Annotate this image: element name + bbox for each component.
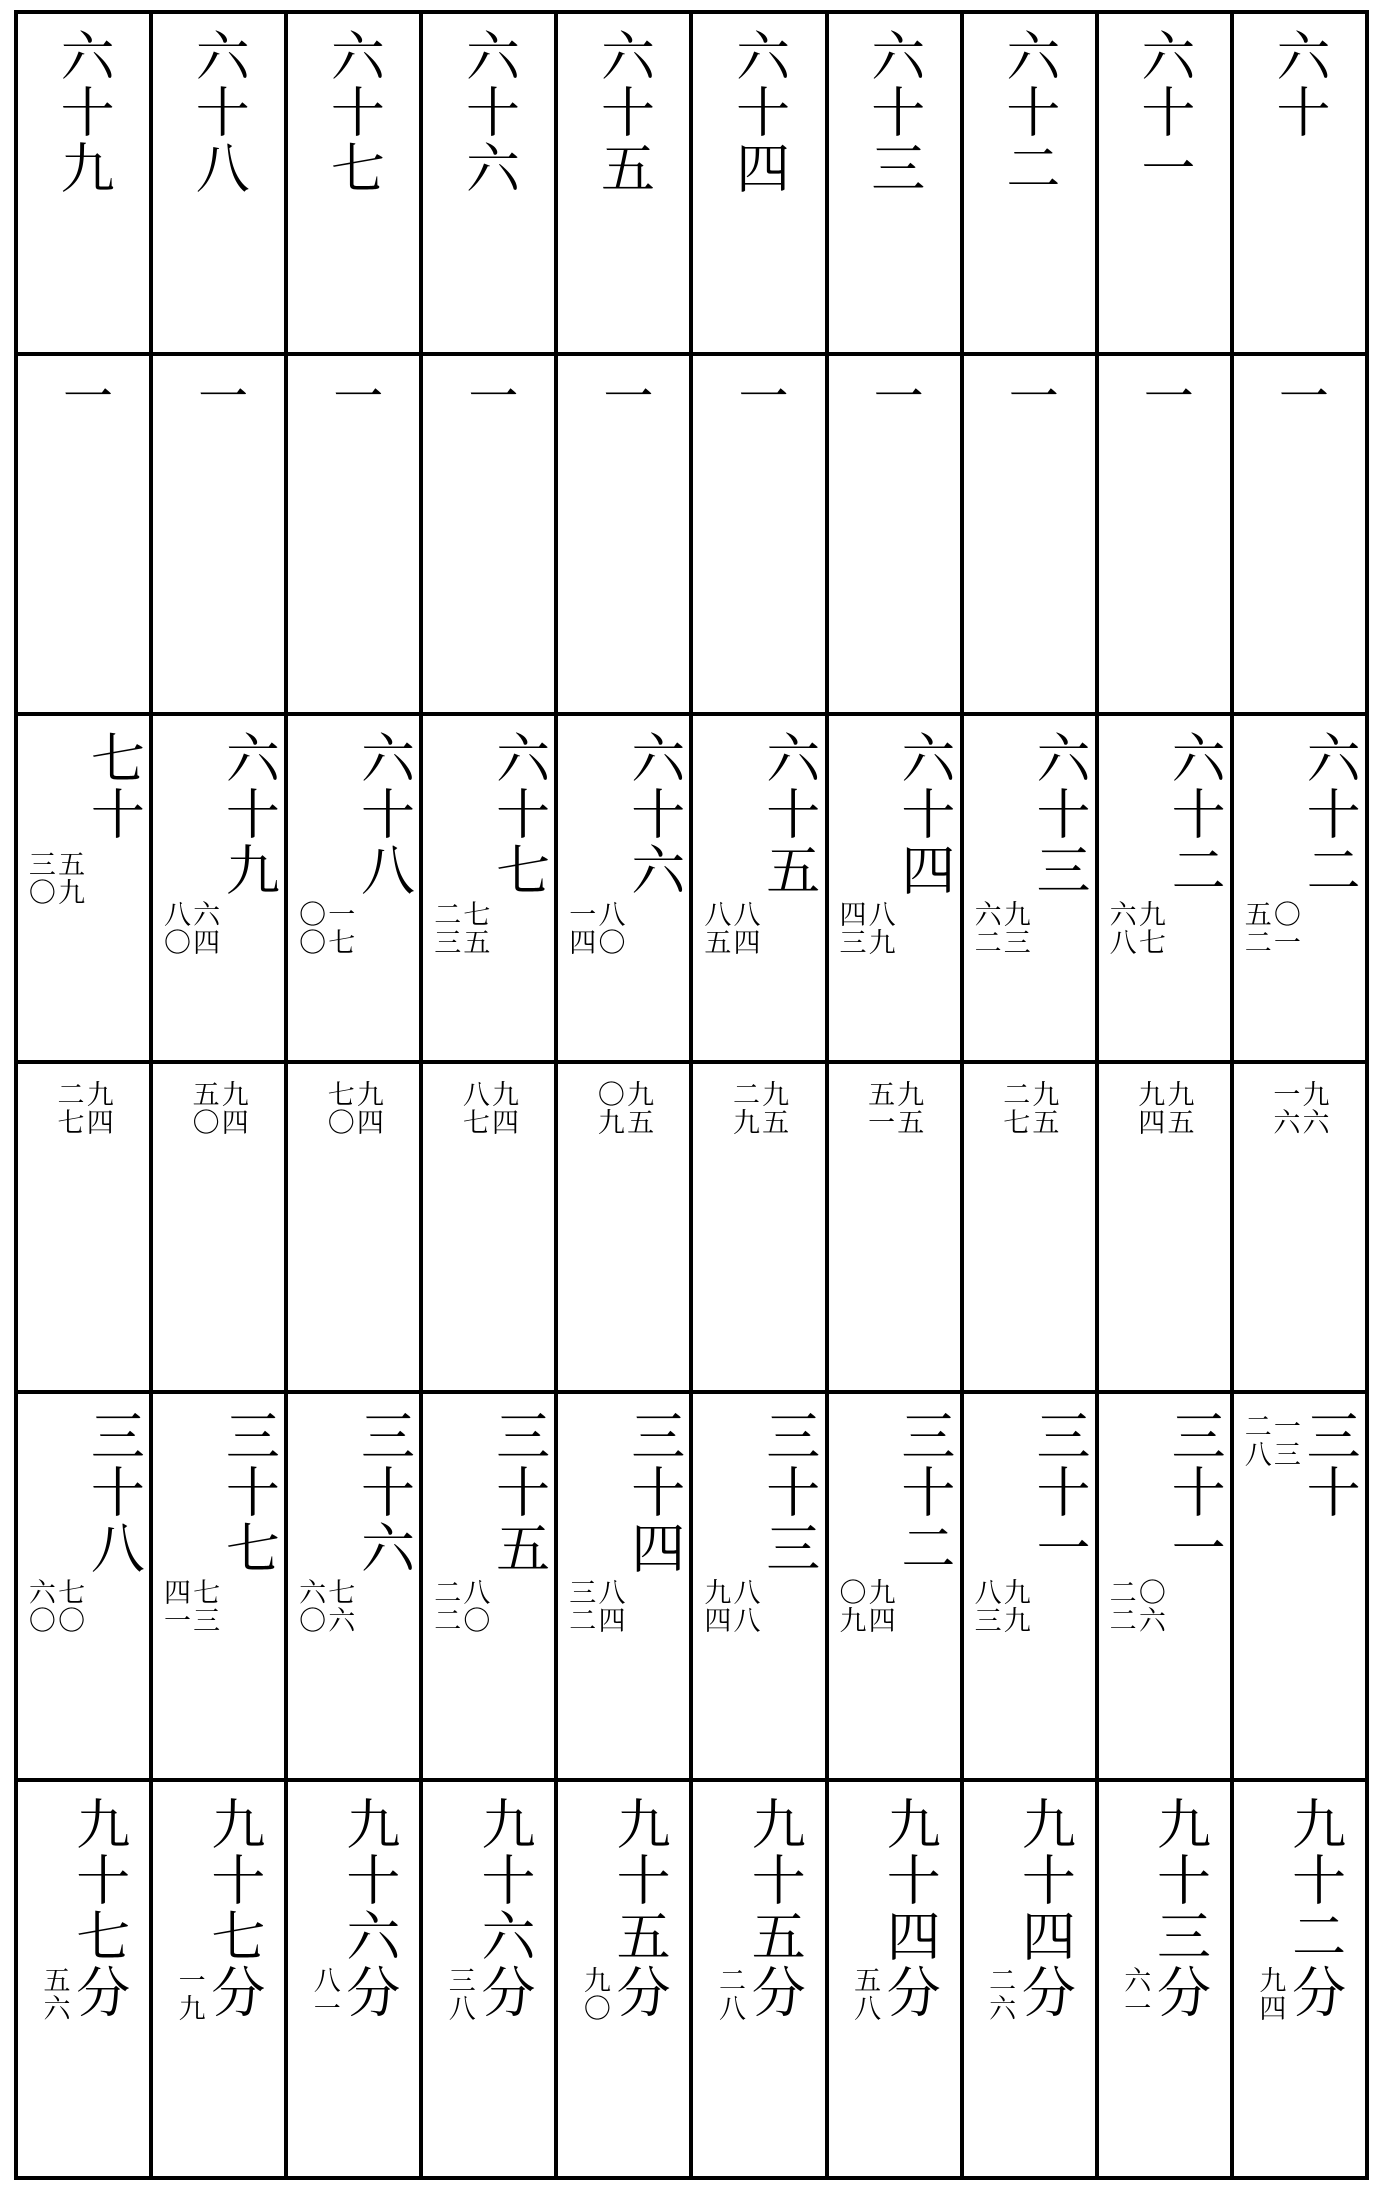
cell-note: 五八	[849, 1966, 881, 2022]
table-cell	[1234, 1064, 1365, 1390]
cell-note: 七〇	[53, 1578, 85, 1634]
cell-main-text: 六十七	[487, 730, 551, 898]
table-cell	[693, 1064, 828, 1390]
cell-note-group	[1269, 1080, 1327, 1136]
cell-note: 三八	[443, 1966, 475, 2022]
table-row	[18, 1064, 1365, 1394]
table-cell	[153, 1394, 288, 1778]
cell-note-group	[39, 1796, 68, 2022]
cell-note-group	[430, 1408, 488, 1634]
cell-note-group	[729, 1080, 787, 1136]
table-cell	[964, 1394, 1099, 1778]
cell-note: 九三	[998, 900, 1030, 956]
cell-note-group	[25, 730, 83, 906]
cell-note: 二三	[429, 900, 461, 956]
table-row	[18, 1782, 1365, 2176]
cell-note: 九五	[1162, 1080, 1194, 1136]
cell-note-group	[970, 730, 1028, 956]
cell-main-text: 一	[55, 370, 114, 422]
cell-note: 九六	[1297, 1080, 1329, 1136]
cell-note: 九四	[699, 1578, 731, 1634]
cell-note-group	[864, 1080, 922, 1136]
cell-main-text: 九十四分	[1013, 1796, 1077, 2020]
cell-note: 二七	[52, 1080, 84, 1136]
cell-main-text: 一	[865, 370, 924, 422]
cell-main-text: 三十一	[1163, 1408, 1227, 1576]
cell-main-text: 六十三	[862, 28, 926, 196]
cell-main-text: 六十六	[622, 730, 686, 898]
table-cell	[693, 716, 828, 1060]
table-cell	[693, 14, 828, 352]
cell-main-text: 六十一	[1132, 28, 1196, 196]
cell-note-group	[295, 730, 353, 956]
cell-note: 九七	[1133, 900, 1165, 956]
table-cell	[558, 1064, 693, 1390]
cell-main-text: 六十五	[757, 730, 821, 898]
cell-main-text: 六十四	[727, 28, 791, 196]
cell-note: 七三	[188, 1578, 220, 1634]
table-cell	[829, 1394, 964, 1778]
cell-note-group	[715, 1796, 744, 2022]
cell-note: 〇〇	[294, 900, 326, 956]
table-cell	[964, 716, 1099, 1060]
table-cell	[964, 1064, 1099, 1390]
cell-note: 九〇	[578, 1966, 610, 2022]
cell-note-group	[594, 1080, 652, 1136]
table-cell	[288, 1782, 423, 2176]
cell-note: 九四	[1254, 1966, 1286, 2022]
cell-main-text: 一	[460, 370, 519, 422]
cell-main-text: 三十一	[1027, 1408, 1091, 1576]
cell-note: 二六	[984, 1966, 1016, 2022]
cell-note-group	[1120, 1796, 1149, 2022]
cell-note: 九四	[486, 1080, 518, 1136]
cell-note-group	[700, 730, 758, 956]
cell-note: 九五	[757, 1080, 789, 1136]
cell-note: 一九	[173, 1966, 205, 2022]
table-cell	[829, 1064, 964, 1390]
cell-note: 一六	[1268, 1080, 1300, 1136]
cell-main-text: 九十六分	[473, 1796, 537, 2020]
table-row	[18, 356, 1365, 716]
cell-note: 九五	[622, 1080, 654, 1136]
table-cell	[1099, 356, 1234, 712]
cell-main-text: 九十七分	[67, 1796, 131, 2020]
cell-note: 七〇	[322, 1080, 354, 1136]
cell-note-group	[174, 1796, 203, 2022]
table-cell	[423, 1394, 558, 1778]
cell-note: 〇六	[1133, 1578, 1165, 1634]
cell-note-group	[985, 1796, 1014, 2022]
cell-main-text: 九十六分	[337, 1796, 401, 2020]
table-cell	[558, 716, 693, 1060]
cell-main-text: 六十五	[592, 28, 656, 196]
table-cell	[153, 14, 288, 352]
cell-note-group	[1106, 730, 1164, 956]
cell-note: 四三	[834, 900, 866, 956]
table-cell	[423, 716, 558, 1060]
numeral-table	[14, 10, 1369, 2180]
table-cell	[18, 716, 153, 1060]
table-cell	[964, 14, 1099, 352]
cell-note: 三〇	[23, 850, 55, 906]
cell-main-text: 六十七	[322, 28, 386, 196]
cell-main-text: 一	[1135, 370, 1194, 422]
cell-note: 八五	[699, 900, 731, 956]
cell-note: 六八	[1104, 900, 1136, 956]
table-cell	[829, 356, 964, 712]
cell-note-group	[459, 1080, 517, 1136]
table-cell	[423, 14, 558, 352]
table-cell	[288, 716, 423, 1060]
cell-main-text: 三十五	[487, 1408, 551, 1576]
cell-note: 二七	[998, 1080, 1030, 1136]
table-cell	[423, 1782, 558, 2176]
cell-note: 二八	[1239, 1412, 1271, 1468]
cell-note: 六四	[188, 900, 220, 956]
cell-note-group	[835, 730, 893, 956]
cell-main-text: 六十三	[1027, 730, 1091, 898]
table-cell	[18, 14, 153, 352]
cell-note: 八九	[863, 900, 895, 956]
cell-main-text: 七十	[82, 730, 146, 842]
cell-note-group	[25, 1408, 83, 1634]
cell-main-text: 三十七	[217, 1408, 281, 1576]
cell-note-group	[445, 1796, 474, 2022]
table-cell	[558, 1394, 693, 1778]
cell-note-group	[53, 1080, 111, 1136]
cell-note-group	[1241, 730, 1299, 956]
cell-note: 〇一	[1268, 900, 1300, 956]
table-cell	[829, 1782, 964, 2176]
cell-main-text: 六十八	[352, 730, 416, 898]
cell-main-text: 九十四分	[878, 1796, 942, 2020]
cell-note: 三二	[564, 1578, 596, 1634]
cell-main-text: 六十六	[457, 28, 521, 196]
cell-main-text: 九十五分	[743, 1796, 807, 2020]
cell-main-text: 六十四	[892, 730, 956, 898]
cell-note-group	[999, 1080, 1057, 1136]
cell-note: 八四	[728, 900, 760, 956]
cell-note: 二八	[713, 1966, 745, 2022]
cell-note-group	[1255, 1796, 1284, 2022]
cell-note: 一四	[564, 900, 596, 956]
cell-note: 五一	[863, 1080, 895, 1136]
cell-note-group	[430, 730, 488, 956]
cell-note-group	[1106, 1408, 1164, 1634]
cell-note: 二九	[728, 1080, 760, 1136]
table-cell	[1099, 716, 1234, 1060]
cell-main-text: 三十	[1298, 1408, 1362, 1520]
cell-main-text: 三十四	[622, 1408, 686, 1576]
table-cell	[1099, 1064, 1234, 1390]
cell-note-group	[850, 1796, 879, 2022]
cell-note: 一三	[1268, 1412, 1300, 1468]
cell-main-text: 六十九	[217, 730, 281, 898]
cell-note: 七六	[323, 1578, 355, 1634]
cell-note: 六二	[969, 900, 1001, 956]
table-row	[18, 716, 1365, 1064]
table-row	[18, 1394, 1365, 1782]
table-cell	[423, 356, 558, 712]
cell-main-text: 六十二	[1298, 730, 1362, 898]
cell-note: 八四	[593, 1578, 625, 1634]
cell-note: 九九	[998, 1578, 1030, 1634]
cell-note: 六〇	[23, 1578, 55, 1634]
cell-note: 六一	[1119, 1966, 1151, 2022]
cell-main-text: 一	[595, 370, 654, 422]
cell-note-group	[835, 1408, 893, 1634]
cell-note-group	[160, 730, 218, 956]
cell-note: 九四	[863, 1578, 895, 1634]
cell-main-text: 一	[190, 370, 249, 422]
table-cell	[1234, 356, 1365, 712]
cell-main-text: 三十六	[352, 1408, 416, 1576]
cell-note: 八一	[308, 1966, 340, 2022]
table-cell	[18, 356, 153, 712]
table-grid	[18, 14, 1365, 2176]
cell-note: 五〇	[187, 1080, 219, 1136]
cell-note: 九五	[892, 1080, 924, 1136]
table-cell	[18, 1064, 153, 1390]
cell-note: 五六	[38, 1966, 70, 2022]
table-cell	[1234, 1782, 1365, 2176]
table-cell	[423, 1064, 558, 1390]
table-cell	[153, 356, 288, 712]
cell-note: 六〇	[294, 1578, 326, 1634]
cell-main-text: 三十八	[82, 1408, 146, 1576]
table-cell	[558, 14, 693, 352]
cell-note: 二二	[429, 1578, 461, 1634]
cell-note: 八〇	[593, 900, 625, 956]
table-cell	[18, 1394, 153, 1778]
table-cell	[829, 716, 964, 1060]
table-cell	[964, 356, 1099, 712]
cell-note: 九五	[1027, 1080, 1059, 1136]
table-cell	[288, 356, 423, 712]
cell-note: 八〇	[159, 900, 191, 956]
cell-note: 〇九	[834, 1578, 866, 1634]
table-cell	[693, 356, 828, 712]
table-cell	[829, 14, 964, 352]
cell-note-group	[188, 1080, 246, 1136]
cell-main-text: 六十	[1268, 28, 1331, 140]
cell-note: 四一	[159, 1578, 191, 1634]
cell-main-text: 一	[1270, 370, 1329, 422]
table-cell	[288, 1064, 423, 1390]
cell-note: 八〇	[458, 1578, 490, 1634]
cell-main-text: 一	[325, 370, 384, 422]
table-cell	[693, 1394, 828, 1778]
table-cell	[1099, 1394, 1234, 1778]
table-cell	[153, 716, 288, 1060]
cell-note: 七五	[458, 900, 490, 956]
cell-note: 八七	[457, 1080, 489, 1136]
table-cell	[1099, 14, 1234, 352]
table-cell	[18, 1782, 153, 2176]
cell-main-text: 九十五分	[608, 1796, 672, 2020]
cell-note-group	[580, 1796, 609, 2022]
cell-main-text: 九十三分	[1148, 1796, 1212, 2020]
table-cell	[558, 1782, 693, 2176]
cell-main-text: 三十三	[757, 1408, 821, 1576]
cell-main-text: 三十二	[892, 1408, 956, 1576]
cell-note: 八三	[969, 1578, 1001, 1634]
cell-note-group	[160, 1408, 218, 1634]
table-cell	[288, 14, 423, 352]
cell-main-text: 六十二	[997, 28, 1061, 196]
cell-main-text: 六十九	[52, 28, 116, 196]
cell-note-group	[700, 1408, 758, 1634]
cell-note-group	[1134, 1080, 1192, 1136]
cell-note: 五九	[53, 850, 85, 906]
table-row	[18, 14, 1365, 356]
cell-note: 九四	[351, 1080, 383, 1136]
cell-note: 九四	[216, 1080, 248, 1136]
cell-note-group	[565, 1408, 623, 1634]
cell-note: 一七	[323, 900, 355, 956]
table-cell	[558, 356, 693, 712]
cell-main-text: 六十二	[1163, 730, 1227, 898]
table-cell	[153, 1064, 288, 1390]
cell-main-text: 一	[730, 370, 789, 422]
table-cell	[1234, 14, 1365, 352]
cell-note: 九四	[1133, 1080, 1165, 1136]
cell-note-group	[310, 1796, 339, 2022]
cell-note: 〇九	[592, 1080, 624, 1136]
cell-main-text: 九十七分	[202, 1796, 266, 2020]
cell-note-group	[324, 1080, 382, 1136]
table-cell	[1234, 1394, 1365, 1778]
cell-note: 二二	[1104, 1578, 1136, 1634]
table-cell	[1234, 716, 1365, 1060]
cell-main-text: 六十八	[187, 28, 251, 196]
table-cell	[288, 1394, 423, 1778]
table-cell	[153, 1782, 288, 2176]
table-cell	[1099, 1782, 1234, 2176]
cell-note-group	[565, 730, 623, 956]
cell-note: 五二	[1239, 900, 1271, 956]
table-cell	[693, 1782, 828, 2176]
table-cell	[964, 1782, 1099, 2176]
cell-note-group	[970, 1408, 1028, 1634]
cell-note-group	[1241, 1408, 1299, 1468]
cell-main-text: 九十二分	[1283, 1796, 1347, 2020]
cell-note-group	[295, 1408, 353, 1634]
cell-note: 九四	[81, 1080, 113, 1136]
cell-main-text: 一	[1000, 370, 1059, 422]
cell-note: 八八	[728, 1578, 760, 1634]
